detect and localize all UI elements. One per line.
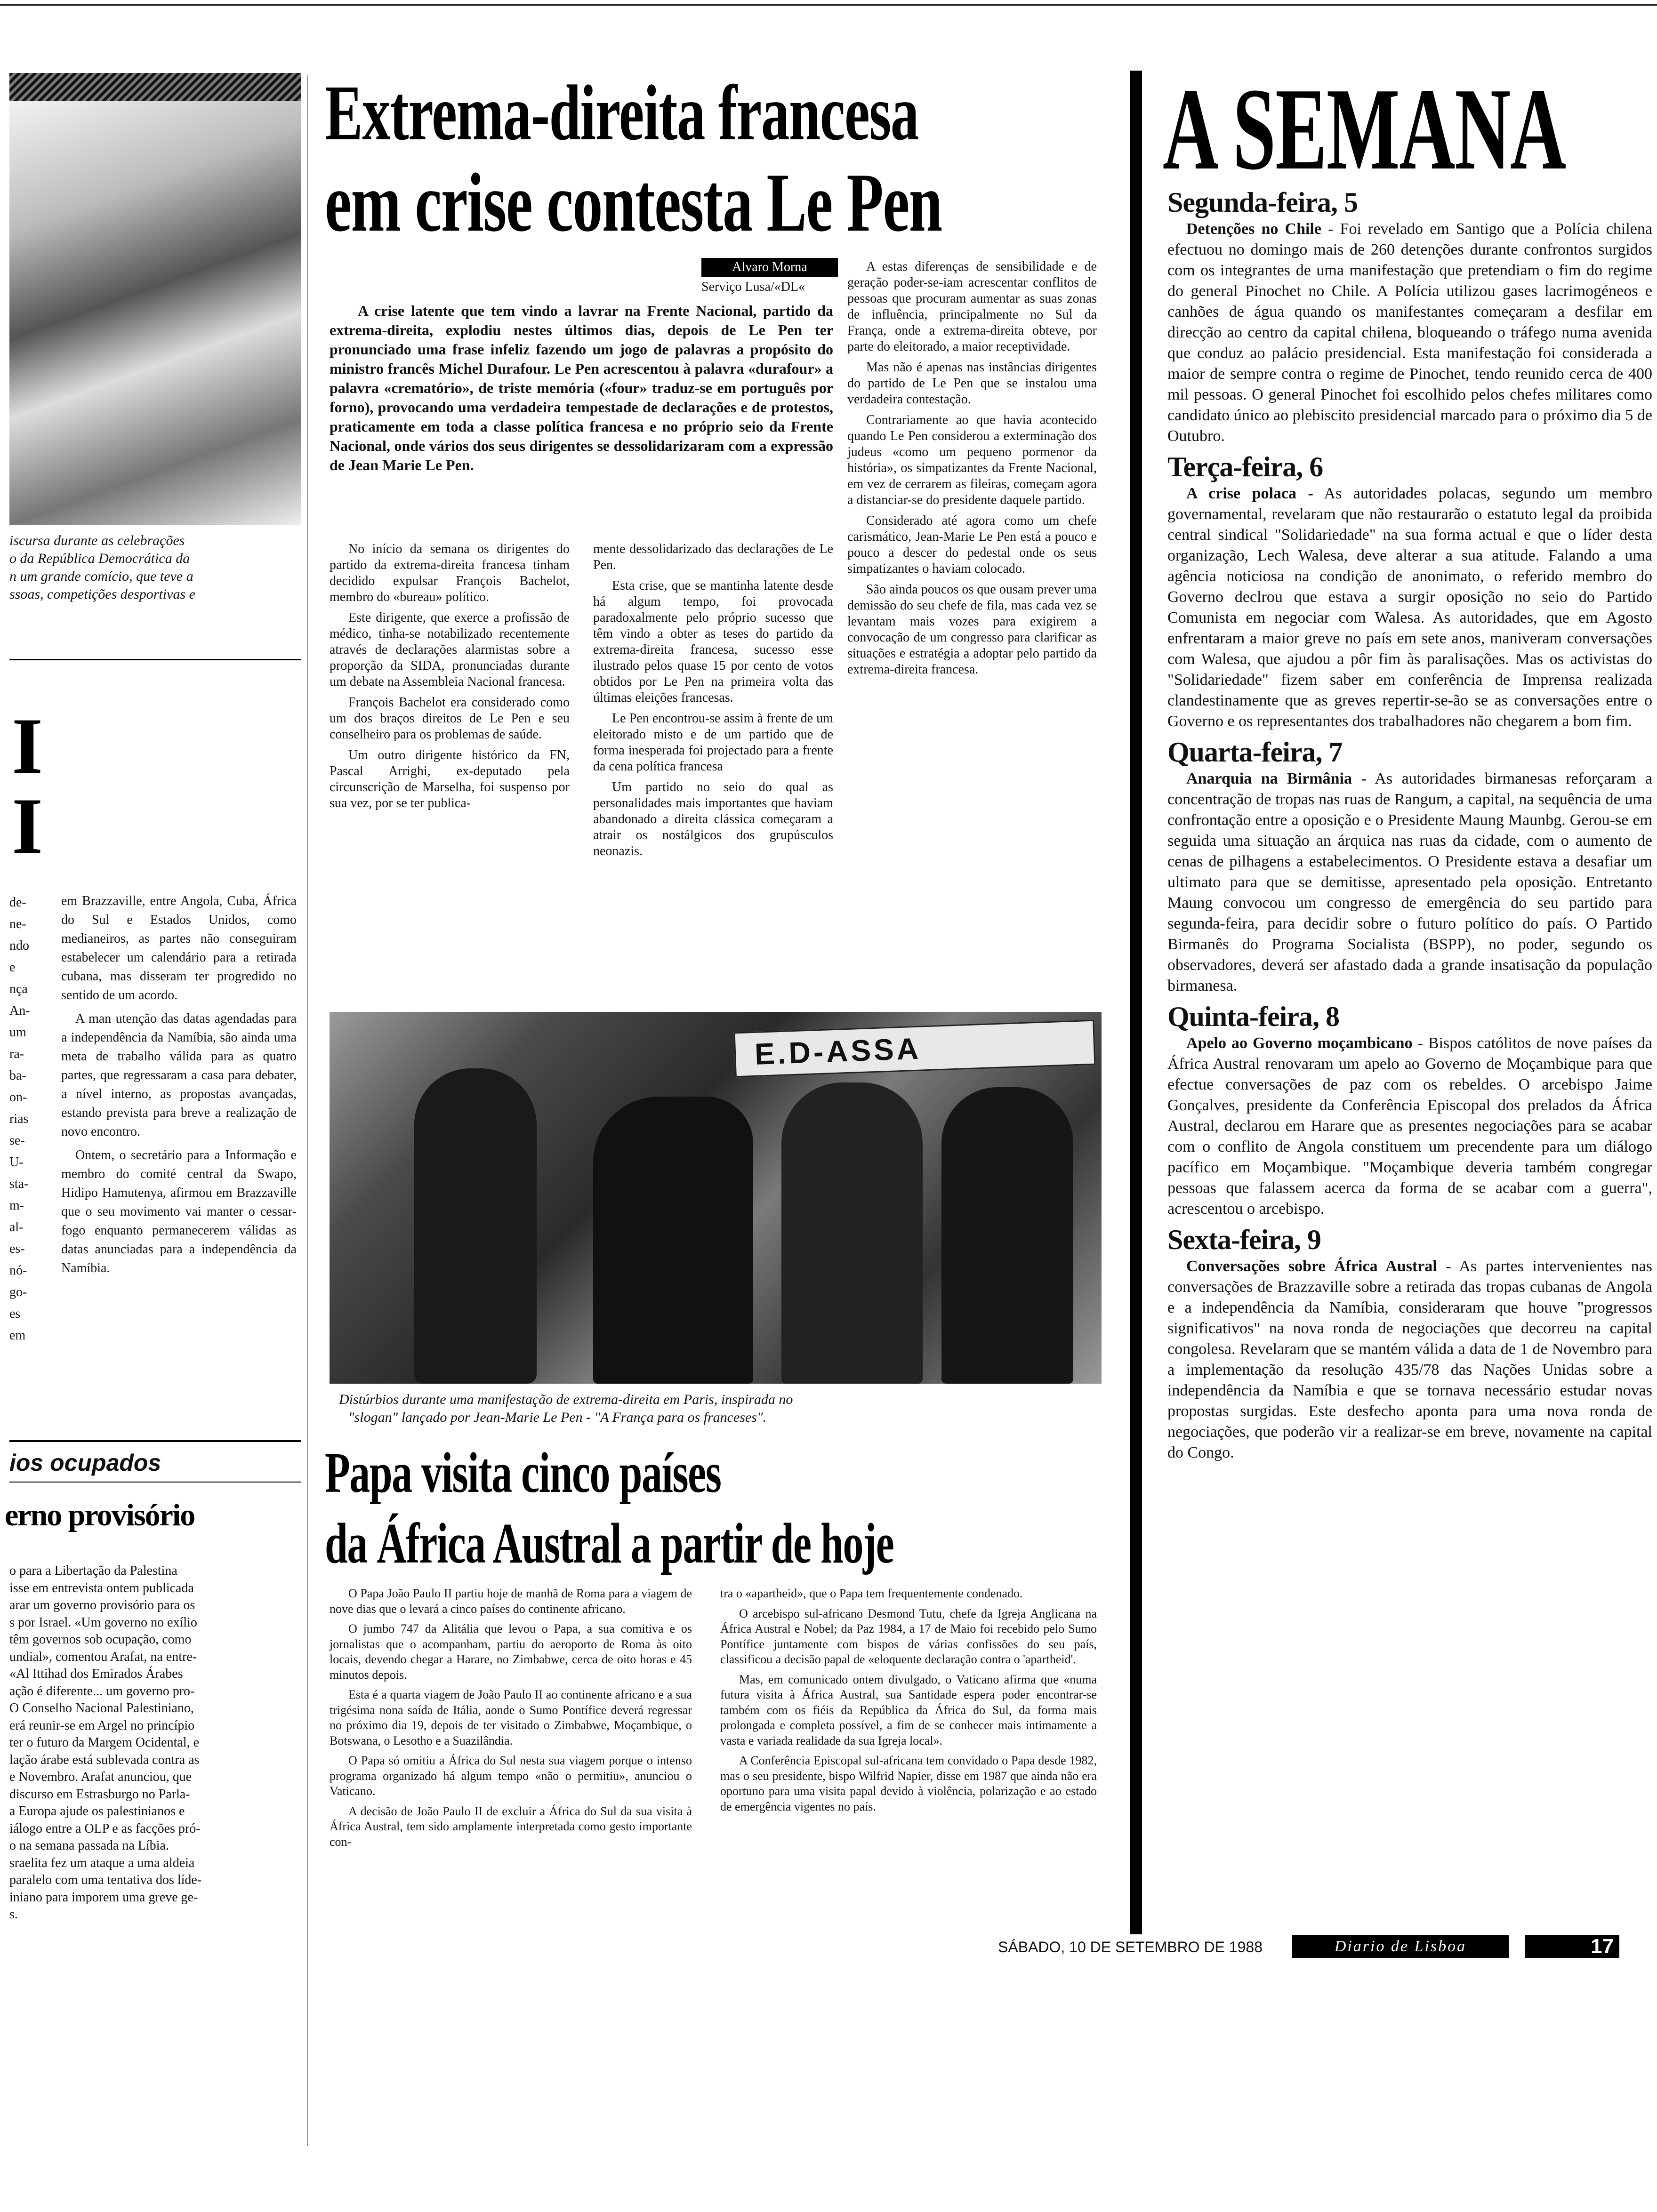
paragraph: No início da semana os dirigentes do partido da extrema-direita francesa tinham decidido expulsar François Bachelot, membro do «bureau» político.: [330, 542, 570, 604]
cut-fragment: em: [9, 1328, 26, 1343]
paragraph: A decisão de João Paulo II de excluir a África do Sul da sua visita à África Austral, tem sido amplamente interpretada como gesto importante con-: [330, 1804, 692, 1849]
semana-column: [1167, 186, 1652, 1463]
paragraph: Le Pen encontrou-se assim à frente de um eleitorado misto e de um partido que de forma inesperada foi projectado para a frente da cena política francesa: [593, 711, 833, 774]
figure-shape: [781, 1082, 923, 1384]
footer-paper-name: Diario de Lisboa: [1334, 1938, 1467, 1955]
left-headline: erno provisório: [5, 1498, 195, 1532]
left-photo: [9, 101, 301, 525]
day-heading: Quarta-feira, 7: [1167, 737, 1343, 768]
line: arar um governo provisório para os: [9, 1598, 195, 1612]
paragraph: A Conferência Episcopal sul-africana tem convidado o Papa desde 1982, mas o seu presidente, bispo Wilfrid Napier, disse em 1987 que ainda não era oportuno para uma visita papal devido à violência, polarização e ao estado de emergência vigentes no país.: [720, 1754, 1097, 1813]
paragraph: François Bachelot era considerado como um dos braços direitos de Le Pen e seu conselheiro para os problemas de saúde.: [330, 695, 570, 742]
left-caption-line: o da República Democrática da: [9, 551, 190, 566]
cut-fragment: ndo: [9, 938, 29, 953]
left-section-label: ios ocupados: [9, 1450, 161, 1476]
paragraph: Ontem, o secretário para a Informação e membro do comité central da Swapo, Hidipo Hamutenya, afirmou em Brazzaville que o seu movimento vai manter o cessar-fogo enquanto permanecerem válidas as datas anunciadas para a independência da Namíbia.: [61, 1148, 297, 1275]
cut-fragment: ne-: [9, 917, 26, 931]
left-strip: [0, 0, 301, 2212]
semana-title: A SEMANA: [1163, 64, 1566, 194]
line: sraelita fez um ataque a uma aldeia: [9, 1855, 195, 1870]
paragraph: Esta é a quarta viagem de João Paulo II ao continente africano e a sua trigésima nona saída de Itália, aonde o Sumo Pontífice deverá regressar no próximo dia 19, depois de ter visitado o Zimbabwe, Moçambique, o Botswana, o Lesotho e a Suazilândia.: [330, 1688, 692, 1747]
entry-lead: Conversações sobre África Austral: [1186, 1258, 1437, 1275]
cut-fragment: go-: [9, 1285, 27, 1299]
left-photo-header-band: [9, 73, 301, 101]
cut-fragment: m-: [9, 1198, 24, 1213]
day-entry: [1167, 769, 1652, 996]
pope-headline-line-2: da África Austral a partir de hoje: [325, 1512, 894, 1575]
cut-fragment: e: [9, 960, 16, 975]
cut-fragment: se-: [9, 1133, 25, 1148]
byline: Alvaro Morna: [732, 260, 807, 274]
left-palestine-column: [9, 1563, 301, 1923]
line: undial», comentou Arafat, na entre-: [9, 1649, 197, 1664]
line: paralelo com uma tentativa dos líde-: [9, 1873, 202, 1887]
cut-fragment: on-: [9, 1090, 27, 1105]
cut-fragment: nó-: [9, 1263, 27, 1278]
left-big-letter: I: [12, 702, 42, 790]
day-heading: Quinta-feira, 8: [1167, 1001, 1339, 1032]
main-col-1: [330, 541, 570, 816]
cut-fragment: es-: [9, 1242, 25, 1256]
day-entry: [1167, 1256, 1652, 1463]
line: o na semana passada na Líbia.: [9, 1838, 169, 1853]
caption-line: "slogan" lançado por Jean-Marie Le Pen - "A França para os franceses".: [348, 1410, 767, 1425]
riot-photo-caption: [339, 1391, 1102, 1427]
line: o para a Libertação da Palestina: [9, 1563, 177, 1578]
figure-shape: [593, 1097, 753, 1384]
footer-date: SÁBADO, 10 DE SETEMBRO DE 1988: [998, 1939, 1263, 1956]
left-big-letter: I: [12, 782, 42, 870]
main-col-2: [593, 541, 833, 864]
line: lação árabe está sublevada contra as: [9, 1752, 200, 1767]
cut-fragment: um: [9, 1025, 26, 1040]
line: discurso em Estrasburgo no Parla-: [9, 1787, 190, 1802]
cut-fragment: An-: [9, 1003, 30, 1018]
cut-fragment: rias: [9, 1112, 29, 1126]
byline-bar: [701, 258, 838, 277]
entry-text: - Bispos católitos de nove países da África Austral renovaram um apelo ao Governo de Moçambique para que efectue conversações de paz com os rebeldes. O arcebispo Jaime Gonçalves, presidente da Conferência Episcopal dos prelados da África Austral, declarou em Harare que as presentes negociações para se acabar com o conflito de Angola constituem um precendente para um diálogo pacífico em Moçambique. "Moçambique deveria também congregar pessoas que falassem acerca da forma de se acabar com a guerra", acrescentou o arcebispo.: [1167, 1034, 1652, 1218]
paragraph: em Brazzaville, entre Angola, Cuba, África do Sul e Estados Unidos, como medianeiros, as partes não conseguiram estabelecer um calendário para a retirada cubana, mas disseram ter progredido no sentido de um acordo.: [61, 894, 297, 1002]
paragraph: São ainda poucos os que ousam prever uma demissão do seu chefe de fila, mas cada vez se levantam mais vozes para exigirem a convocação de um congresso para clarificar as situações e estratégia a adoptar pelo partido da extrema-direita francesa.: [847, 582, 1097, 677]
paragraph: Mas não é apenas nas instâncias dirigentes do partido de Le Pen que se instalou uma verdadeira contestação.: [847, 360, 1097, 407]
caption-line: Distúrbios durante uma manifestação de extrema-direita em Paris, inspirada no: [339, 1392, 793, 1407]
left-namibia-column: [61, 892, 297, 1282]
day-entry: [1167, 1033, 1652, 1219]
paragraph: O arcebispo sul-africano Desmond Tutu, chefe da Igreja Anglicana na África Austral e Nobel; da Paz 1984, a 17 de Maio foi recebido pelo Sumo Pontífice juntamente com bispos de várias confissões do seu país, classificou a decisão papal de «eloquente declaração contra o 'apartheid'.: [720, 1606, 1097, 1666]
line: e Novembro. Arafat anunciou, que: [9, 1770, 192, 1784]
pope-col-2: [720, 1586, 1097, 1819]
paragraph: O Papa só omitiu a África do Sul nesta sua viagem porque o intenso programa organizado há algum tempo «não o permitiu», anunciou o Vaticano.: [330, 1754, 692, 1798]
entry-text: - As autoridades polacas, segundo um membro governamental, revelaram que não restaurarão o estatuto legal da proibida central sindical "Solidariedade" na sua forma actual e que o líder desta organização, Lech Walesa, deve alterar a sua atitude. Falando a uma agência noticiosa na condição de anonimato, o referido membro do Governo declrou que estava a surgir oposição no seio do Partido Comunista em negociar com Walesa. As autoridades, que em Agosto enfrentaram a maior greve no país em sete anos, maniveram conversações com Walesa, que ajudou a pôr fim às paralisações. Mas os activistas do "Solidariedade" fizem saber em conferência de Imprensa realizada clandestinamente que as greves repertir-se-ão se as conversações entre o Governo e os representantes dos trabalhadores não chegarem a bom fim.: [1167, 485, 1652, 730]
entry-text: - As partes intervenientes nas conversações de Brazzaville sobre a retirada das tropas cubanas de Angola e a independência da Namíbia, consideraram que houve "progressos significativos" na nova ronda de negociações que decorreu na capital congolesa. Revelaram que se mantém válida a data de 1 de Novembro para a implementação da resolução 435/78 das Nações Unidas sobre a independência da Namíbia e que se tornava necessário estudar novas propostas surgidas. Este desfecho aponta para uma nova ronda de negociações, que poderão vir a realizar-se em breve, novamente na capital do Congo.: [1167, 1258, 1652, 1461]
cut-fragment: ba-: [9, 1068, 26, 1083]
line: «Al Ittihad dos Emirados Árabes: [9, 1667, 183, 1681]
main-headline-line-2: em crise contesta Le Pen: [325, 156, 942, 249]
paragraph: tra o «apartheid», que o Papa tem frequentemente condenado.: [720, 1587, 1023, 1600]
riot-photo: [330, 1012, 1102, 1384]
paragraph: Esta crise, que se mantinha latente desde há algum tempo, foi provocada paradoxalmente pelo próprio sucesso que têm vindo a obter as teses do partido da extrema-direita francesa, sucesso esse ilustrado pelos quase 15 por cento de votos obtidos por Le Pen na primeira volta das últimas eleições francesas.: [593, 578, 833, 705]
line: erá reunir-se em Argel no princípio: [9, 1718, 195, 1733]
left-caption-line: ssoas, competições desportivas e: [9, 586, 195, 602]
cut-fragment: de-: [9, 895, 26, 910]
cut-fragment: al-: [9, 1220, 24, 1234]
semana-vertical-bar: [1130, 71, 1142, 1934]
left-section-rule-2: [9, 1482, 301, 1483]
entry-lead: Apelo ao Governo moçambicano: [1186, 1034, 1413, 1052]
photo-banner-text: E.D-ASSA: [754, 1031, 922, 1071]
page-number: 17: [1591, 1935, 1614, 1958]
line: isse em entrevista ontem publicada: [9, 1580, 194, 1595]
cut-fragment: nça: [9, 982, 28, 996]
line: ação é diferente... um governo pro-: [9, 1683, 195, 1699]
paragraph: Considerado até agora como um chefe carismático, Jean-Marie Le Pen está a pouco e pouco a descer do pedestal onde os seus simpatizantes o haviam colocado.: [847, 513, 1097, 576]
cut-fragment: es: [9, 1306, 21, 1321]
day-entry: [1167, 219, 1652, 447]
source-line: Serviço Lusa/«DL«: [701, 280, 805, 294]
paragraph: O Papa João Paulo II partiu hoje de manhã de Roma para a viagem de nove dias que o levará a cinco países do continente africano.: [330, 1587, 692, 1616]
line: iniano para imporem uma greve ge-: [9, 1890, 198, 1905]
footer-paper-bar: [1292, 1935, 1509, 1958]
left-section-rule: [9, 1440, 301, 1442]
paragraph: Um partido no seio do qual as personalidades mais importantes que haviam abandonado a direita clássica começaram a atrair os nostálgicos dos grupúsculos neonazis.: [593, 780, 833, 858]
left-cut-column: [9, 892, 42, 1346]
left-photo-caption: [9, 532, 301, 603]
line: ter o futuro da Margem Ocidental, e: [9, 1735, 200, 1750]
entry-text: - As autoridades birmanesas reforçaram a concentração de tropas nas ruas de Rangum, a capital, na sequência de uma confrontação entre a oposição e o Presidente Maung Maunbg. Gerou-se em seguida uma situação an árquica nas ruas da cidade, com o aumento de cenas de pilhagens a estabelecimentos. O Presidente estava a desafiar um ultimato para que se demitisse, apresentado pela oposição. Entretanto Maung convocou um congresso de emergência do seu partido para segunda-feira, para decidir sobre o futuro político do país. O Partido Birmanês do Programa Socialista (BSPP), no poder, segundo os observadores, deverá ser afastado dada a grande insatisação da população birmanesa.: [1167, 770, 1652, 994]
cut-fragment: sta-: [9, 1177, 29, 1191]
day-heading: Sexta-feira, 9: [1167, 1224, 1321, 1255]
entry-lead: Anarquia na Birmânia: [1186, 770, 1352, 787]
line: s.: [9, 1907, 18, 1922]
day-entry: [1167, 483, 1652, 732]
footer-page-bar: [1525, 1935, 1619, 1958]
left-caption-line: n um grande comício, que teve a: [9, 569, 193, 584]
main-col-3: [847, 259, 1097, 682]
cut-fragment: U-: [9, 1155, 24, 1170]
entry-lead: Detenções no Chile: [1186, 220, 1321, 238]
entry-text: - Foi revelado em Santigo que a Polícia chilena efectuou no domingo mais de 260 detenções durante confrontos surgidos com os integrantes de uma manifestação que pretendiam o fim do regime do general Pinochet no Chile. A Polícia utilizou gases lacrimogéneos e canhões de água quando os manifestantes começaram a desfilar em direcção ao centro da capital chilena, bloqueando o tráfego numa avenida que conduz ao palácio presidencial. Esta manifestação foi considerada a maior de sempre contra o regime de Pinochet, tendo reunido cerca de 400 mil pessoas. O general Pinochet foi escolhido pelos chefes militares como candidato único ao plebiscito presidencial marcado para o próximo dia 5 de Outubro.: [1167, 220, 1652, 445]
pope-headline-line-1: Papa visita cinco países: [325, 1441, 721, 1505]
figure-shape: [414, 1068, 537, 1384]
line: O Conselho Nacional Palestiniano,: [9, 1701, 194, 1715]
line: s por Israel. «Um governo no exílio: [9, 1615, 197, 1630]
paragraph: Este dirigente, que exerce a profissão de médico, tinha-se notabilizado recentemente através de declarações alarmistas sobre a proporção da SIDA, pronunciadas durante um debate na Assembleia Nacional francesa.: [330, 610, 570, 689]
main-lead: A crise latente que tem vindo a lavrar na Frente Nacional, partido da extrema-direita, explodiu nestes últimos dias, depois de Le Pen ter pronunciado uma frase infeliz fazendo um jogo de palavras a propósito do ministro francês Michel Durafour. Le Pen acrescentou à palavra «durafour» a palavra «crematório», de triste memória («four» traduz-se em português por forno), provocando uma verdadeira tempestade de declarações e de protestos, praticamente em toda a classe política francesa e no próprio seio da Frente Nacional, onde vários dos seus dirigentes se dessolidarizaram com a expressão de Jean Marie Le Pen.: [330, 302, 833, 473]
main-headline-line-1: Extrema-direita francesa: [325, 69, 918, 157]
line: iálogo entre a OLP e as facções pró-: [9, 1821, 201, 1836]
paragraph: A man utenção das datas agendadas para a independência da Namíbia, são ainda uma meta de trabalho válida para as quatro partes, que regressaram a casa para debater, a nível interno, as propostas avançadas, estando prevista para breve a realização de novo encontro.: [61, 1011, 297, 1139]
day-heading: Terça-feira, 6: [1167, 451, 1323, 482]
entry-lead: A crise polaca: [1186, 485, 1297, 502]
paragraph: Contrariamente ao que havia acontecido quando Le Pen considerou a exterminação dos judeus «como um pequeno pormenor da história», os simpatizantes da Frente Nacional, em vez de cerrarem as fileiras, começam agora a distanciar-se do presidente daquele partido.: [847, 413, 1097, 507]
paragraph: O jumbo 747 da Alitália que levou o Papa, a sua comitiva e os jornalistas que o acompanham, partiu do aeroporto de Roma às oito locais, devendo chegar a Harare, no Zimbabwe, cerca de oito horas e 45 minutos depois.: [330, 1622, 692, 1682]
line: têm governos sob ocupação, como: [9, 1632, 192, 1647]
paragraph: mente dessolidarizado das declarações de Le Pen.: [593, 542, 833, 572]
left-caption-line: iscursa durante as celebrações: [9, 533, 185, 548]
cut-fragment: ra-: [9, 1047, 24, 1061]
figure-shape: [941, 1087, 1073, 1384]
line: a Europa ajude os palestinianos e: [9, 1804, 185, 1819]
paragraph: Mas, em comunicado ontem divulgado, o Vaticano afirma que «numa futura visita à África Austral, sua Santidade espera poder encontrar-se também com os fiéis da República da África do Sul, da forma mais prolongada e completa possível, a fim de se conhecer mais intimamente a vasta e variada realidade da sua Igreja local».: [720, 1672, 1097, 1747]
left-gutter-rule: [307, 75, 308, 2146]
photo-banner: [734, 1020, 1096, 1078]
day-heading: Segunda-feira, 5: [1167, 187, 1358, 218]
left-photo-underline: [9, 659, 301, 660]
paragraph: A estas diferenças de sensibilidade e de geração poder-se-iam acrescentar conflitos de pessoas que procuram aumentar as suas zonas de influência, principalmente no Sul da França, onde a extrema-direita obteve, por parte do eleitorado, a maior receptividade.: [847, 259, 1097, 354]
paragraph: Um outro dirigente histórico da FN, Pascal Arrighi, ex-deputado pela circunscrição de Marselha, foi suspenso por sua vez, por se ter publica-: [330, 748, 570, 810]
pope-col-1: [330, 1586, 692, 1854]
